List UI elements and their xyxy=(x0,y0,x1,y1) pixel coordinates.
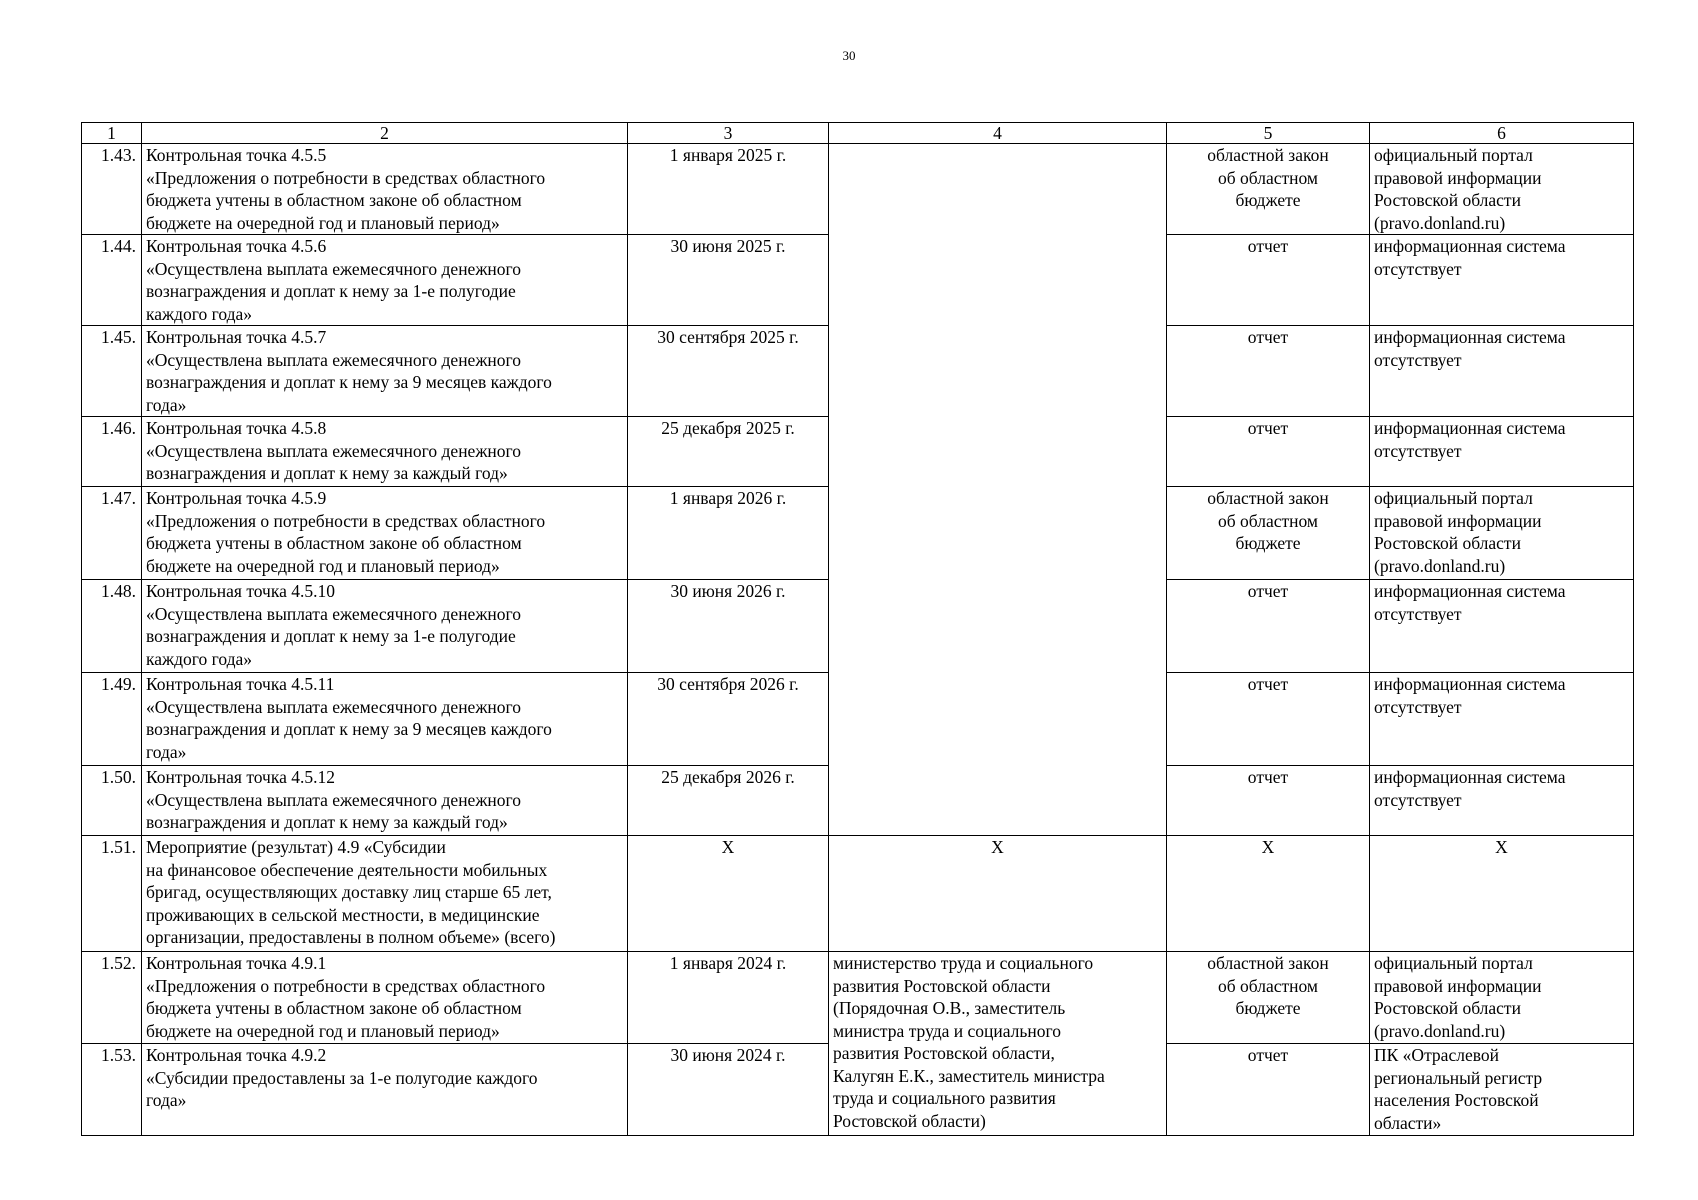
row-description xyxy=(142,1044,628,1136)
document-line: об областном xyxy=(1217,167,1319,188)
row-title: Контрольная точка 4.5.8 xyxy=(146,418,327,438)
row-title: Контрольная точка 4.5.10 xyxy=(146,581,335,601)
row-date: 30 сентября 2026 г. xyxy=(628,673,829,766)
row-text-line: бюджете на очередной год и плановый период» xyxy=(146,212,500,233)
row-text-line: бюджета учтены в областном законе об областном xyxy=(146,998,522,1018)
row-document xyxy=(1167,673,1370,766)
responsible-line: Калугян Е.К., заместитель министра xyxy=(833,1065,1105,1086)
info-system-line: Ростовской области xyxy=(1374,998,1521,1018)
row-text-line: бюджете на очередной год и плановый период» xyxy=(146,555,500,576)
info-system-line: области» xyxy=(1374,1112,1442,1133)
info-system-line: региональный регистр xyxy=(1374,1067,1543,1088)
row-text-line: проживающих в сельской местности, в медицинские xyxy=(146,904,540,925)
row-document xyxy=(1167,417,1370,487)
row-text-line: года» xyxy=(146,741,187,762)
row-number: 1.51. xyxy=(82,836,142,952)
row-number: 1.45. xyxy=(82,326,142,417)
responsible-line: (Порядочная О.В., заместитель xyxy=(833,998,1066,1018)
row-date: 1 января 2024 г. xyxy=(628,952,829,1044)
row-description xyxy=(142,766,628,836)
row-number: 1.48. xyxy=(82,580,142,673)
header-cell: 6 xyxy=(1370,123,1634,144)
row-info-system xyxy=(1370,326,1634,417)
row-date: 30 июня 2024 г. xyxy=(628,1044,829,1136)
row-text-line: на финансовое обеспечение деятельности мобильных xyxy=(146,859,548,880)
row-text-line: каждого года» xyxy=(146,303,253,324)
info-system-line: правовой информации xyxy=(1374,975,1542,996)
info-system-line: информационная система xyxy=(1374,674,1566,694)
row-number: 1.47. xyxy=(82,487,142,580)
row-document xyxy=(1167,1044,1370,1136)
page-number: 30 xyxy=(842,48,856,63)
row-text-line: организации, предоставлены в полном объеме» (всего) xyxy=(146,927,556,947)
document-line: бюджете xyxy=(1235,533,1301,553)
table-row xyxy=(82,144,1634,235)
header-row xyxy=(82,123,1634,144)
row-number: 1.52. xyxy=(82,952,142,1044)
row-text-line: вознаграждения и доплат к нему за 9 месяцев каждого xyxy=(146,372,552,392)
row-date: 30 июня 2026 г. xyxy=(628,580,829,673)
row-text-line: «Осуществлена выплата ежемесячного денежного xyxy=(146,603,522,624)
row-number: 1.49. xyxy=(82,673,142,766)
header-cell: 2 xyxy=(142,123,628,144)
row-date: 25 декабря 2025 г. xyxy=(628,417,829,487)
row-text-line: бригад, осуществляющих доставку лиц старше 65 лет, xyxy=(146,882,552,902)
row-title: Контрольная точка 4.5.5 xyxy=(146,145,327,165)
row-info-system xyxy=(1370,417,1634,487)
row-title: Контрольная точка 4.5.6 xyxy=(146,236,327,256)
row-title: Контрольная точка 4.5.9 xyxy=(146,488,327,508)
responsible-line: развития Ростовской области xyxy=(833,975,1051,996)
info-system-line: (pravo.donland.ru) xyxy=(1374,1020,1506,1041)
row-info-system xyxy=(1370,580,1634,673)
info-system-line: официальный портал xyxy=(1374,953,1533,973)
row-document xyxy=(1167,952,1370,1044)
row-description xyxy=(142,417,628,487)
info-system-line: Ростовской области xyxy=(1374,190,1521,210)
info-system-line: информационная система xyxy=(1374,767,1566,787)
control-points-table xyxy=(81,122,1634,1136)
responsible-line: Ростовской области) xyxy=(833,1110,986,1131)
row-title: Контрольная точка 4.9.2 xyxy=(146,1045,327,1065)
row-text-line: вознаграждения и доплат к нему за 9 месяцев каждого xyxy=(146,719,552,739)
info-system-line: информационная система xyxy=(1374,418,1566,438)
row-date: 1 января 2025 г. xyxy=(628,144,829,235)
responsible-line: труда и социального развития xyxy=(833,1088,1056,1108)
row-description xyxy=(142,952,628,1044)
info-system-line: правовой информации xyxy=(1374,167,1542,188)
row-text-line: каждого года» xyxy=(146,648,253,669)
document-line: бюджете xyxy=(1235,190,1301,210)
row-document xyxy=(1167,235,1370,326)
row-text-line: «Предложения о потребности в средствах областного xyxy=(146,975,546,996)
row-description xyxy=(142,326,628,417)
row-document xyxy=(1167,766,1370,836)
row-text-line: вознаграждения и доплат к нему за 1-е полугодие xyxy=(146,626,516,646)
header-cell: 3 xyxy=(628,123,829,144)
row-text-line: «Осуществлена выплата ежемесячного денежного xyxy=(146,349,522,370)
row-info-system xyxy=(1370,836,1634,952)
row-info-system xyxy=(1370,144,1634,235)
info-system-line: отсутствует xyxy=(1374,349,1462,370)
row-document xyxy=(1167,326,1370,417)
header-cell: 1 xyxy=(82,123,142,144)
info-system-line: информационная система xyxy=(1374,327,1566,347)
info-system-line: отсутствует xyxy=(1374,789,1462,810)
row-title: Контрольная точка 4.5.11 xyxy=(146,674,335,694)
row-date: 30 сентября 2025 г. xyxy=(628,326,829,417)
row-title: Контрольная точка 4.5.7 xyxy=(146,327,327,347)
document-line: отчет xyxy=(1247,767,1289,787)
row-text-line: «Предложения о потребности в средствах областного xyxy=(146,167,546,188)
header-cell: 5 xyxy=(1167,123,1370,144)
document-line: отчет xyxy=(1247,418,1289,438)
info-system-line: информационная система xyxy=(1374,236,1566,256)
info-system-line: отсутствует xyxy=(1374,440,1462,461)
row-description xyxy=(142,144,628,235)
info-system-line: официальный портал xyxy=(1374,488,1533,508)
row-number: 1.43. xyxy=(82,144,142,235)
info-system-line: (pravo.donland.ru) xyxy=(1374,212,1506,233)
row-text-line: вознаграждения и доплат к нему за каждый год» xyxy=(146,463,508,483)
table-row xyxy=(82,836,1634,952)
responsible-empty xyxy=(829,144,1167,836)
info-system-line: Ростовской области xyxy=(1374,533,1521,553)
row-document xyxy=(1167,144,1370,235)
document-line: отчет xyxy=(1247,581,1289,601)
document-line: областной закон xyxy=(1207,145,1329,165)
row-number: 1.50. xyxy=(82,766,142,836)
row-number: 1.46. xyxy=(82,417,142,487)
row-number: 1.53. xyxy=(82,1044,142,1136)
document-line: бюджете xyxy=(1235,998,1301,1018)
document-line: об областном xyxy=(1217,510,1319,531)
row-description xyxy=(142,580,628,673)
row-number: 1.44. xyxy=(82,235,142,326)
row-info-system xyxy=(1370,1044,1634,1136)
row-text-line: вознаграждения и доплат к нему за каждый год» xyxy=(146,812,508,832)
row-title: Мероприятие (результат) 4.9 «Субсидии xyxy=(146,837,446,857)
document-line: областной закон xyxy=(1207,488,1329,508)
row-text-line: года» xyxy=(146,394,187,415)
row-info-system xyxy=(1370,235,1634,326)
row-document xyxy=(1167,836,1370,952)
document-line: отчет xyxy=(1247,327,1289,347)
responsible-line: развития Ростовской области, xyxy=(833,1043,1055,1063)
row-text-line: бюджета учтены в областном законе об областном xyxy=(146,533,522,553)
document-line: отчет xyxy=(1247,236,1289,256)
row-title: Контрольная точка 4.5.12 xyxy=(146,767,335,787)
row-date: X xyxy=(628,836,829,952)
document-line: об областном xyxy=(1217,975,1319,996)
info-system-line: X xyxy=(1495,837,1508,857)
row-document xyxy=(1167,580,1370,673)
responsible-block xyxy=(829,952,1167,1136)
row-date: 25 декабря 2026 г. xyxy=(628,766,829,836)
info-system-line: информационная система xyxy=(1374,581,1566,601)
info-system-line: отсутствует xyxy=(1374,258,1462,279)
row-date: 1 января 2026 г. xyxy=(628,487,829,580)
header-cell: 4 xyxy=(829,123,1167,144)
row-text-line: «Осуществлена выплата ежемесячного денежного xyxy=(146,696,522,717)
info-system-line: населения Ростовской xyxy=(1374,1090,1539,1110)
row-date: 30 июня 2025 г. xyxy=(628,235,829,326)
row-text-line: «Осуществлена выплата ежемесячного денежного xyxy=(146,789,522,810)
info-system-line: правовой информации xyxy=(1374,510,1542,531)
row-text-line: бюджете на очередной год и плановый период» xyxy=(146,1020,500,1041)
info-system-line: отсутствует xyxy=(1374,696,1462,717)
row-text-line: «Осуществлена выплата ежемесячного денежного xyxy=(146,258,522,279)
row-title: Контрольная точка 4.9.1 xyxy=(146,953,327,973)
row-info-system xyxy=(1370,673,1634,766)
row-text-line: «Осуществлена выплата ежемесячного денежного xyxy=(146,440,522,461)
row-description xyxy=(142,836,628,952)
info-system-line: ПК «Отраслевой xyxy=(1374,1045,1499,1065)
row-responsible: X xyxy=(829,836,1167,952)
document-line: X xyxy=(1261,837,1275,857)
row-text-line: бюджета учтены в областном законе об областном xyxy=(146,190,522,210)
row-description xyxy=(142,673,628,766)
info-system-line: официальный портал xyxy=(1374,145,1533,165)
row-text-line: «Предложения о потребности в средствах областного xyxy=(146,510,546,531)
row-text-line: года» xyxy=(146,1090,187,1110)
document-line: областной закон xyxy=(1207,953,1329,973)
row-text-line: «Субсидии предоставлены за 1-е полугодие каждого xyxy=(146,1067,538,1088)
info-system-line: (pravo.donland.ru) xyxy=(1374,555,1506,576)
document-line: отчет xyxy=(1247,1045,1289,1065)
row-info-system xyxy=(1370,952,1634,1044)
responsible-line: министерство труда и социального xyxy=(833,953,1094,973)
row-document xyxy=(1167,487,1370,580)
table-row xyxy=(82,952,1634,1044)
row-info-system xyxy=(1370,487,1634,580)
info-system-line: отсутствует xyxy=(1374,603,1462,624)
responsible-line: министра труда и социального xyxy=(833,1020,1061,1041)
row-text-line: вознаграждения и доплат к нему за 1-е полугодие xyxy=(146,281,516,301)
document-line: отчет xyxy=(1247,674,1289,694)
row-description xyxy=(142,487,628,580)
row-info-system xyxy=(1370,766,1634,836)
row-description xyxy=(142,235,628,326)
